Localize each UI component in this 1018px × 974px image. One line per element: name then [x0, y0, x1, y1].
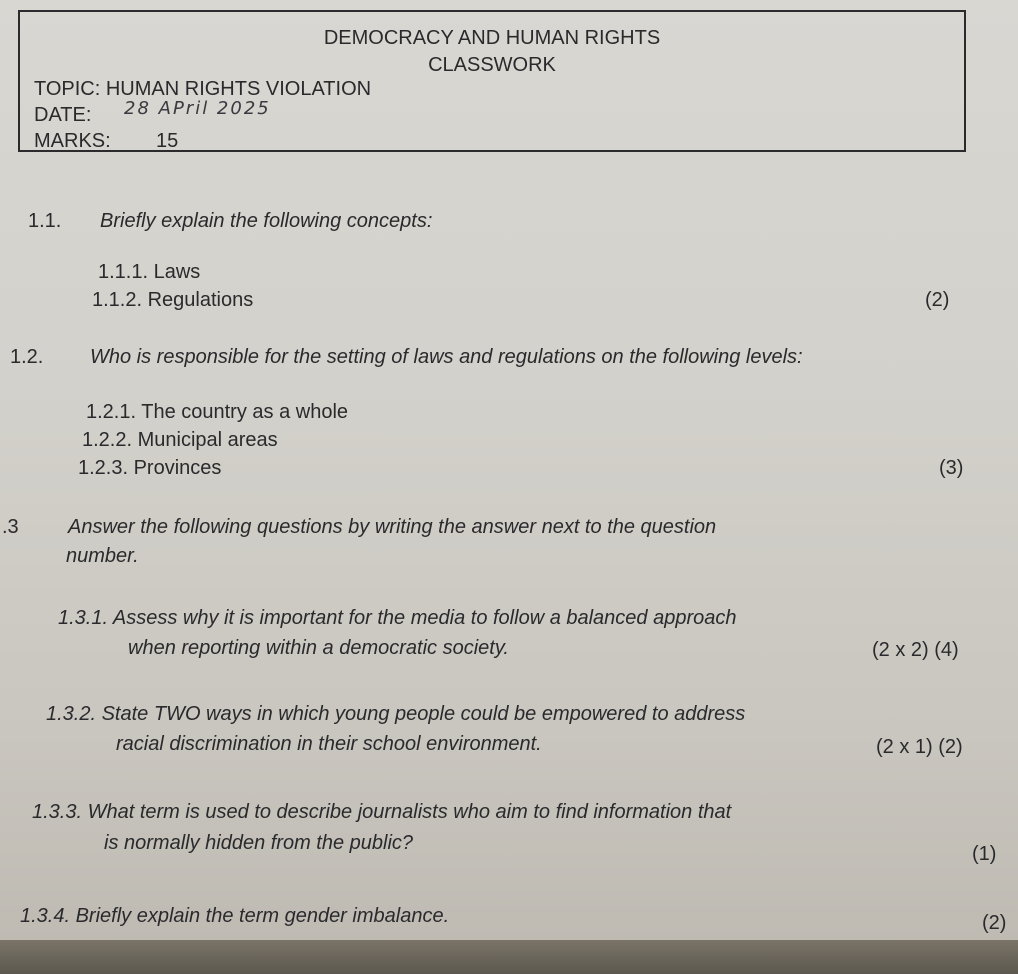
header-box — [18, 10, 966, 152]
date-value-handwritten: 28 APril 2025 — [124, 98, 271, 119]
question-1-3-4-marks: (2) — [982, 912, 1007, 934]
question-1-3-3-marks: (1) — [972, 843, 997, 865]
marks-label: MARKS: — [34, 130, 111, 152]
question-1-3-1-line1: 1.3.1. Assess why it is important for the media to follow a balanced approach — [58, 607, 737, 629]
question-1-3-text-line1: Answer the following questions by writing the answer next to the question — [68, 516, 717, 538]
document-subtitle: CLASSWORK — [428, 54, 556, 76]
question-1-1-text: Briefly explain the following concepts: — [100, 210, 433, 232]
marks-value: 15 — [156, 130, 179, 152]
date-label: DATE: — [34, 104, 92, 126]
question-1-2-2: 1.2.2. Municipal areas — [82, 429, 278, 451]
question-1-3-2-marks: (2 x 1) (2) — [876, 736, 963, 758]
question-1-2-text: Who is responsible for the setting of laws and regulations on the following levels: — [90, 346, 803, 368]
question-1-3-2-line2: racial discrimination in their school environment. — [116, 733, 542, 755]
question-1-3-1-marks: (2 x 2) (4) — [872, 639, 959, 661]
question-1-2-marks: (3) — [939, 457, 964, 479]
question-1-3-2-line1: 1.3.2. State TWO ways in which young people could be empowered to address — [46, 703, 746, 725]
page-bottom-edge — [0, 940, 1018, 974]
question-1-3-3-line1: 1.3.3. What term is used to describe journalists who aim to find information that — [32, 801, 732, 823]
question-1-3-3-line2: is normally hidden from the public? — [104, 832, 414, 854]
question-1-2-3: 1.2.3. Provinces — [78, 457, 222, 479]
question-1-3-1-line2: when reporting within a democratic society. — [128, 637, 509, 659]
question-1-3-number: .3 — [2, 516, 19, 538]
question-1-3-4-line1: 1.3.4. Briefly explain the term gender imbalance. — [20, 905, 450, 927]
topic-line: TOPIC: HUMAN RIGHTS VIOLATION — [34, 78, 372, 100]
document-title: DEMOCRACY AND HUMAN RIGHTS — [323, 27, 661, 49]
question-1-1-number: 1.1. — [28, 210, 62, 232]
question-1-1-1: 1.1.1. Laws — [98, 261, 201, 283]
question-1-3-text-line2: number. — [66, 545, 139, 567]
question-1-1-2: 1.1.2. Regulations — [92, 289, 254, 311]
question-1-1-marks: (2) — [925, 289, 950, 311]
question-1-2-1: 1.2.1. The country as a whole — [86, 401, 349, 423]
question-1-2-number: 1.2. — [10, 346, 44, 368]
